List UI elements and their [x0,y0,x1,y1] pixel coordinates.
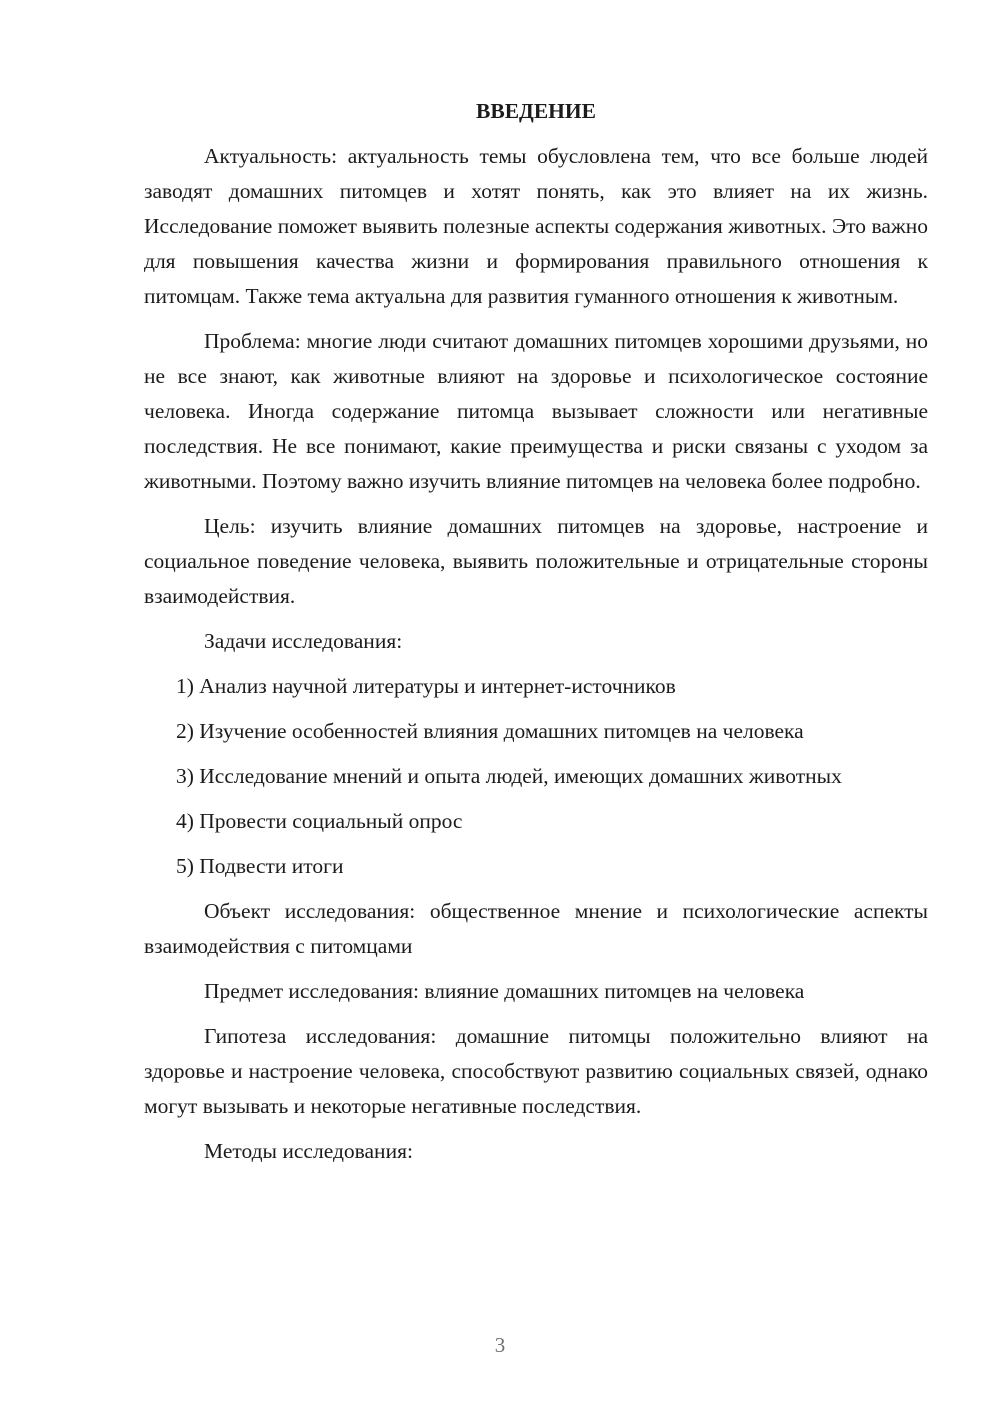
subject-paragraph: Предмет исследования: влияние домашних питомцев на человека [204,979,805,1003]
task-item-2: 2) Изучение особенностей влияния домашних питомцев на человека [176,719,804,743]
methods-paragraph: Методы исследования: [204,1139,413,1163]
relevance-paragraph: Актуальность: актуальность темы обусловлена тем, что все больше людей заводят домашних питомцев и хотят понять, как это влияет на их жизнь. Исследование поможет выявить полезные аспекты содержания животных. Это важно для повышения качества жизни и формирования правильного отношения к питомцам. Также тема актуальна для развития гуманного отношения к животным. [144,144,928,308]
page-content [144,94,928,1169]
page-title: ВВЕДЕНИЕ [476,99,596,123]
task-item-3: 3) Исследование мнений и опыта людей, имеющих домашних животных [176,764,842,788]
task-item-5: 5) Подвести итоги [176,854,344,878]
task-item-4: 4) Провести социальный опрос [176,809,463,833]
goal-paragraph: Цель: изучить влияние домашних питомцев на здоровье, настроение и социальное поведение человека, выявить положительные и отрицательные стороны взаимодействия. [144,514,928,608]
tasks-heading: Задачи исследования: [204,629,403,653]
page-number: 3 [494,1333,506,1357]
problem-paragraph: Проблема: многие люди считают домашних питомцев хорошими друзьями, но не все знают, как животные влияют на здоровье и психологическое состояние человека. Иногда содержание питомца вызывает сложности или негативные последствия. Не все понимают, какие преимущества и риски связаны с уходом за животными. Поэтому важно изучить влияние питомцев на человека более подробно. [144,329,928,493]
object-paragraph: Объект исследования: общественное мнение и психологические аспекты взаимодействия с питомцами [144,899,928,958]
hypothesis-paragraph: Гипотеза исследования: домашние питомцы положительно влияют на здоровье и настроение человека, способствуют развитию социальных связей, однако могут вызывать и некоторые негативные последствия. [144,1024,928,1118]
task-item-1: 1) Анализ научной литературы и интернет-источников [176,674,676,698]
